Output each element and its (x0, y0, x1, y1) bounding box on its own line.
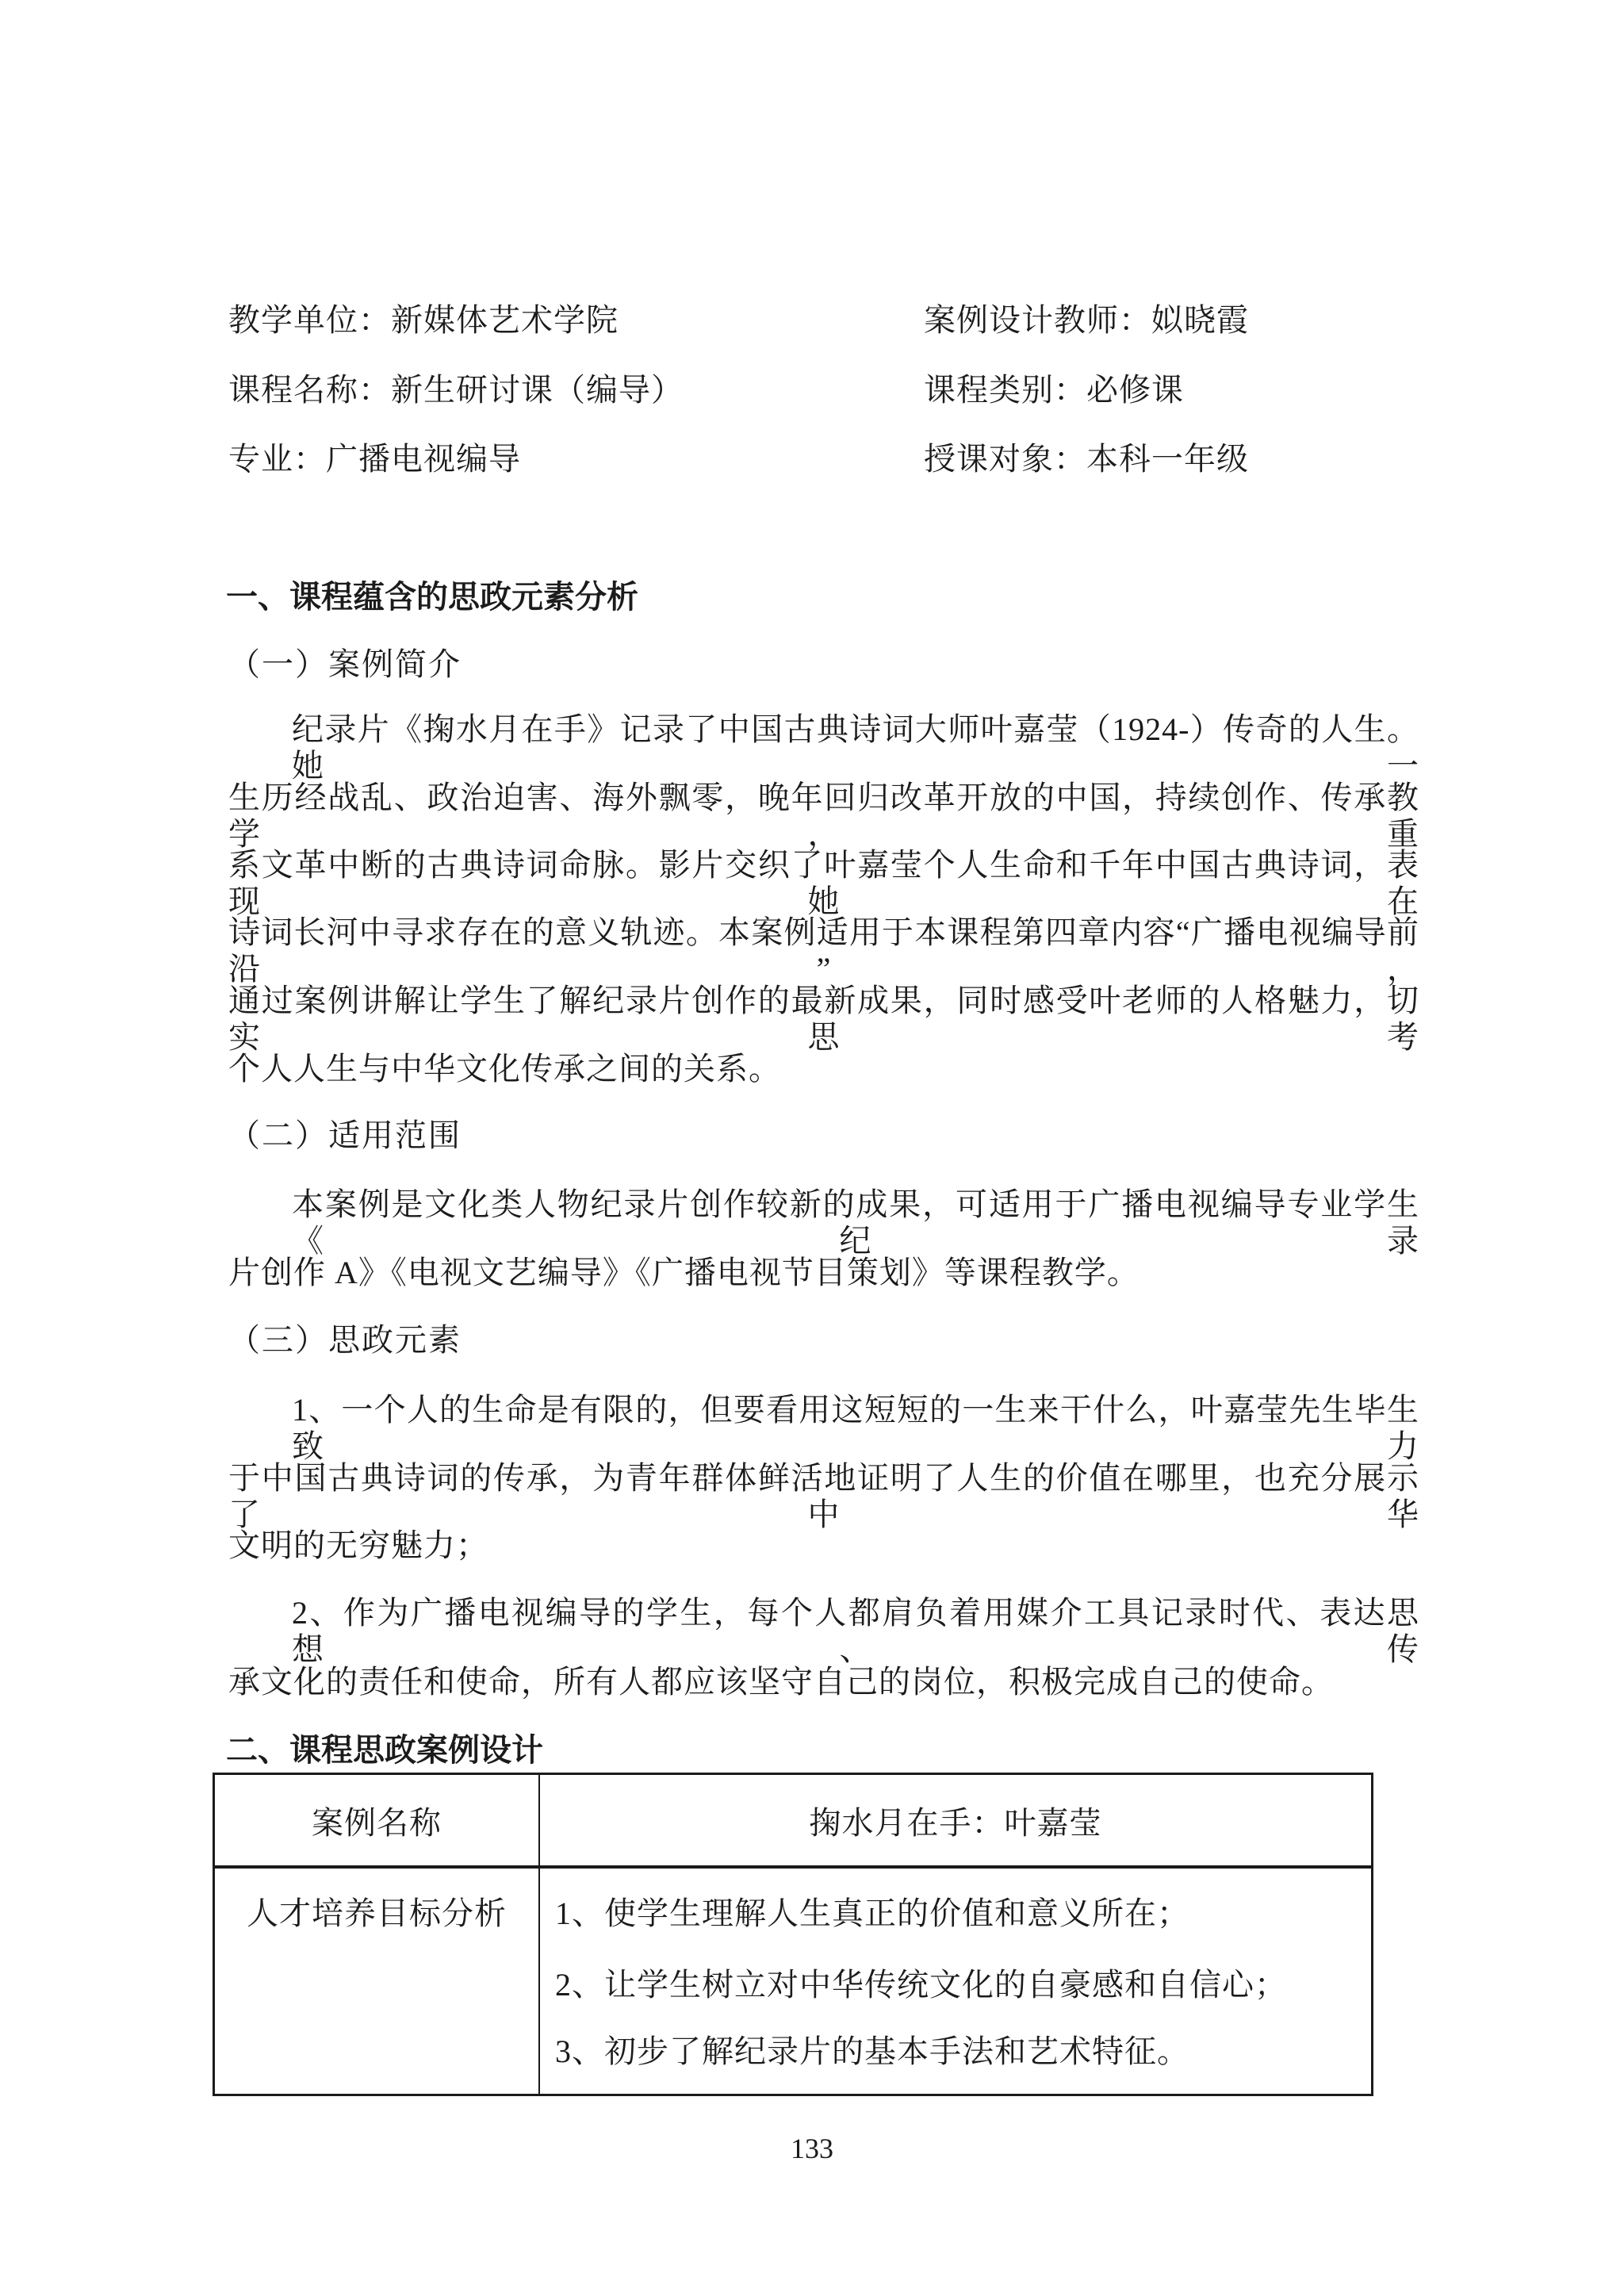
paragraph-line: 2、作为广播电视编导的学生，每个人都肩负着用媒介工具记录时代、表达思想、传 (292, 1595, 1419, 1667)
header-case-designer: 案例设计教师：姒晓霞 (924, 302, 1249, 338)
paragraph-line: 诗词长河中寻求存在的意义轨迹。本案例适用于本课程第四章内容“广播电视编导前沿”， (228, 914, 1419, 987)
paragraph-line: 承文化的责任和使命，所有人都应该坚守自己的岗位，积极完成自己的使命。 (228, 1664, 1334, 1700)
case-design-table (213, 1773, 1373, 2096)
page-number: 133 (791, 2133, 833, 2164)
paragraph-line: 系文革中断的古典诗词命脉。影片交织了叶嘉莹个人生命和千年中国古典诗词，表现她在 (228, 847, 1419, 919)
goal-item: 2、让学生树立对中华传统文化的自豪感和自信心； (555, 1967, 1287, 2003)
table-cell-case-name-label (215, 1775, 538, 1865)
header-teaching-unit: 教学单位：新媒体艺术学院 (228, 302, 619, 338)
section1-1-heading: （一）案例简介 (228, 646, 462, 682)
paragraph-line: 个人人生与中华文化传承之间的关系。 (228, 1051, 781, 1087)
table-cell-case-name-value (540, 1775, 1371, 1865)
header-course-type: 课程类别：必修课 (924, 372, 1184, 408)
paragraph-line: 片创作 A》《电视文艺编导》《广播电视节目策划》等课程教学。 (228, 1255, 1139, 1290)
paragraph-line: 生历经战乱、政治迫害、海外飘零，晚年回归改革开放的中国，持续创作、传承教学，重 (228, 780, 1419, 852)
section2-heading: 二、课程思政案例设计 (226, 1732, 543, 1768)
goal-item: 3、初步了解纪录片的基本手法和艺术特征。 (555, 2033, 1189, 2069)
paragraph-line: 1、一个人的生命是有限的，但要看用这短短的一生来干什么，叶嘉莹先生毕生致力 (292, 1392, 1419, 1464)
header-major: 专业：广播电视编导 (228, 441, 521, 477)
paragraph-line: 于中国古典诗词的传承，为青年群体鲜活地证明了人生的价值在哪里，也充分展示了中华 (228, 1460, 1419, 1532)
case-name-value: 掬水月在手：叶嘉莹 (809, 1804, 1102, 1841)
table-cell-goal-label: 人才培养目标分析 (247, 1895, 507, 1931)
section1-3-heading: （三）思政元素 (228, 1322, 462, 1358)
paragraph-line: 通过案例讲解让学生了解纪录片创作的最新成果，同时感受叶老师的人格魅力，切实思考 (228, 983, 1419, 1055)
header-course-name: 课程名称：新生研讨课（编导） (228, 372, 684, 408)
paragraph-line: 纪录片《掬水月在手》记录了中国古典诗词大师叶嘉莹（1924-）传奇的人生。她一 (292, 711, 1419, 784)
paragraph-line: 文明的无穷魅力； (228, 1527, 488, 1563)
goal-item: 1、使学生理解人生真正的价值和意义所在； (555, 1895, 1189, 1931)
case-name-label: 案例名称 (312, 1804, 442, 1841)
paragraph-line: 本案例是文化类人物纪录片创作较新的成果，可适用于广播电视编导专业学生《纪录 (292, 1186, 1419, 1259)
header-target-students: 授课对象：本科一年级 (924, 441, 1249, 477)
table-row-divider (215, 1865, 1371, 1869)
section1-2-heading: （二）适用范围 (228, 1117, 462, 1153)
section1-heading: 一、课程蕴含的思政元素分析 (226, 579, 638, 615)
